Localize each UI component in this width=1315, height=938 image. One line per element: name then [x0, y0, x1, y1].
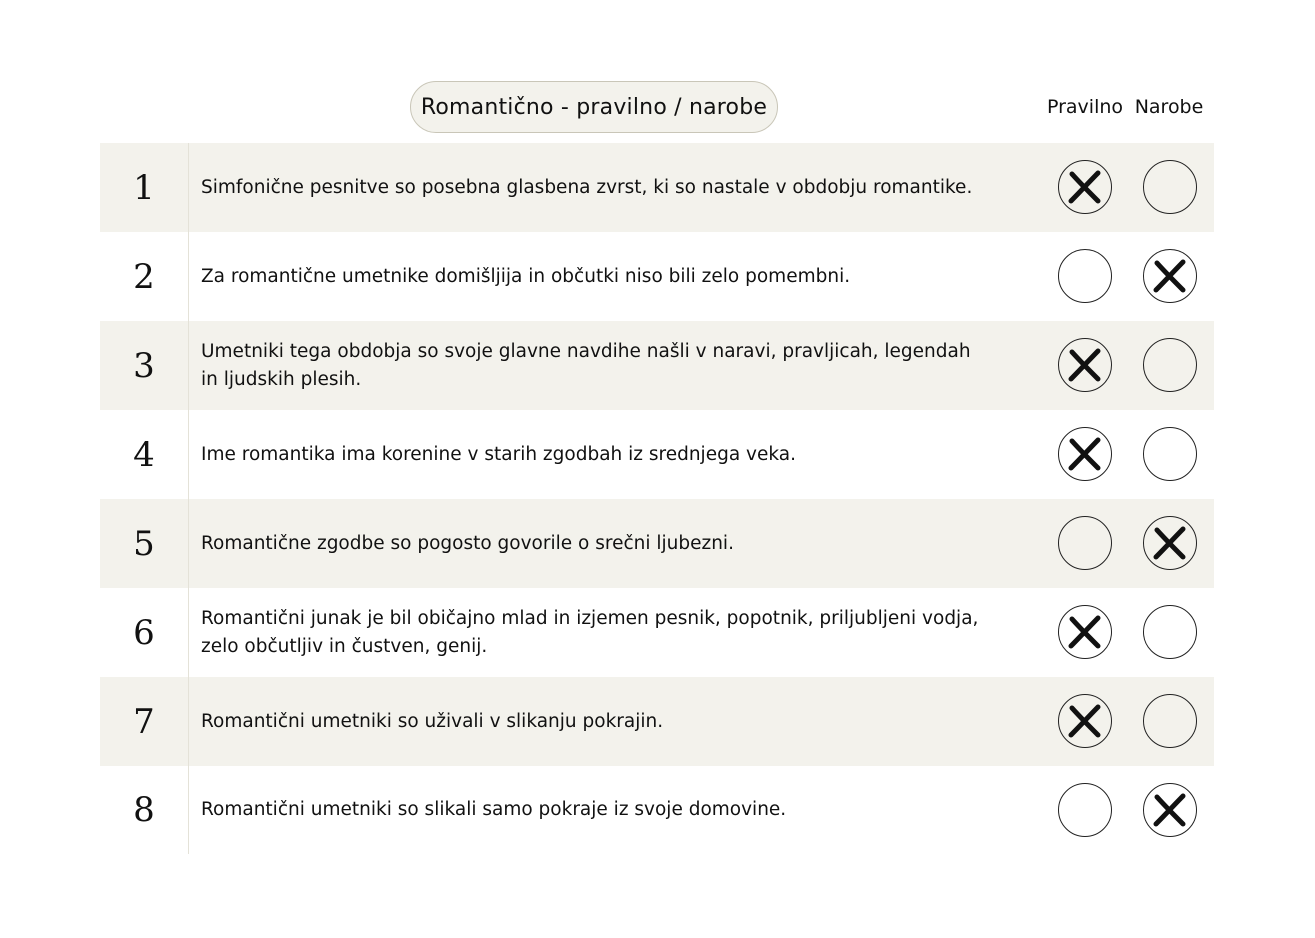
question-statement: Simfonične pesnitve so posebna glasbena zvrst, ki so nastale v obdobju romantike. — [201, 176, 973, 198]
answer-false-checkbox[interactable] — [1143, 516, 1197, 570]
question-row — [100, 766, 1214, 854]
answer-false-checkbox[interactable] — [1143, 338, 1197, 392]
question-number: 8 — [100, 766, 189, 854]
question-statement: Romantični junak je bil običajno mlad in izjemen pesnik, popotnik, priljubljeni vodja, zelo občutljiv in čustven, genij. — [201, 607, 979, 657]
answer-false-checkbox[interactable] — [1143, 694, 1197, 748]
question-row — [100, 588, 1214, 677]
question-number: 5 — [100, 499, 189, 588]
question-row — [100, 499, 1214, 588]
answer-true-checkbox[interactable] — [1058, 249, 1112, 303]
question-row — [100, 143, 1214, 232]
answer-true-checkbox[interactable] — [1058, 694, 1112, 748]
question-number: 4 — [100, 410, 189, 499]
question-row — [100, 321, 1214, 410]
question-number: 7 — [100, 677, 189, 766]
answer-true-checkbox[interactable] — [1058, 338, 1112, 392]
column-header-true: Pravilno — [1046, 96, 1124, 118]
answer-false-checkbox[interactable] — [1143, 160, 1197, 214]
question-statement: Ime romantika ima korenine v starih zgodbah iz srednjega veka. — [201, 443, 796, 465]
answer-false-checkbox[interactable] — [1143, 249, 1197, 303]
question-table — [100, 143, 1214, 854]
question-row — [100, 677, 1214, 766]
question-statement: Romantični umetniki so slikali samo pokraje iz svoje domovine. — [201, 799, 787, 820]
answer-true-checkbox[interactable] — [1058, 783, 1112, 837]
question-number: 1 — [100, 143, 189, 232]
question-statement: Za romantične umetnike domišljija in občutki niso bili zelo pomembni. — [201, 265, 851, 287]
worksheet-title: Romantično - pravilno / narobe — [410, 81, 778, 133]
question-number: 3 — [100, 321, 189, 410]
answer-false-checkbox[interactable] — [1143, 783, 1197, 837]
question-row — [100, 232, 1214, 321]
question-statement: Romantični umetniki so uživali v slikanju pokrajin. — [201, 710, 664, 732]
answer-true-checkbox[interactable] — [1058, 160, 1112, 214]
answer-true-checkbox[interactable] — [1058, 516, 1112, 570]
question-number: 2 — [100, 232, 189, 321]
question-statement: Umetniki tega obdobja so svoje glavne navdihe našli v naravi, pravljicah, legendah in ljudskih plesih. — [201, 340, 971, 390]
question-statement: Romantične zgodbe so pogosto govorile o srečni ljubezni. — [201, 532, 734, 554]
answer-true-checkbox[interactable] — [1058, 427, 1112, 481]
answer-true-checkbox[interactable] — [1058, 605, 1112, 659]
answer-false-checkbox[interactable] — [1143, 605, 1197, 659]
question-row — [100, 410, 1214, 499]
answer-false-checkbox[interactable] — [1143, 427, 1197, 481]
column-header-false: Narobe — [1134, 96, 1204, 118]
question-number: 6 — [100, 588, 189, 677]
